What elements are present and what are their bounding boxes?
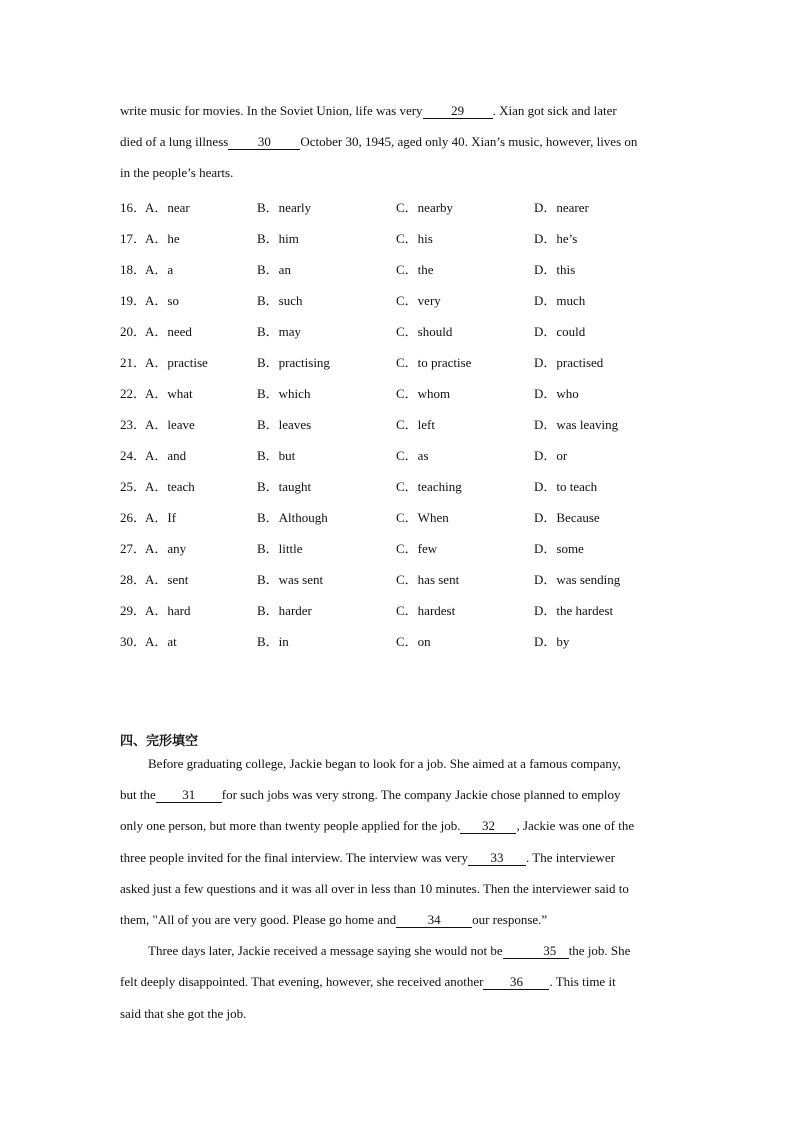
option-a: A．any bbox=[145, 541, 187, 556]
option-d: D．by bbox=[534, 634, 570, 649]
question-row bbox=[120, 220, 680, 251]
question-row bbox=[120, 189, 680, 220]
option-a: A．so bbox=[145, 293, 179, 308]
option-d: D．was sending bbox=[534, 572, 621, 587]
option-d: D．nearer bbox=[534, 200, 589, 215]
passage-text: felt deeply disappointed. That evening, however, she received another bbox=[120, 974, 484, 990]
option-c: C．has sent bbox=[396, 572, 460, 587]
passage-text: Three days later, Jackie received a message saying she would not be bbox=[148, 943, 503, 959]
option-c: C．few bbox=[396, 541, 438, 556]
option-a: A．he bbox=[145, 231, 180, 246]
passage-text: . This time it bbox=[549, 974, 616, 990]
passage-text: asked just a few questions and it was all over in less than 10 minutes. Then the interviewer said to bbox=[120, 880, 629, 896]
passage-text: died of a lung illness bbox=[120, 134, 229, 150]
passage-text: in the people’s hearts. bbox=[120, 165, 234, 181]
option-b: B．but bbox=[257, 448, 296, 463]
passage-text: for such jobs was very strong. The company Jackie chose planned to employ bbox=[221, 787, 621, 803]
question-row bbox=[120, 623, 680, 654]
option-d: D．some bbox=[534, 541, 584, 556]
option-c: C．on bbox=[396, 634, 431, 649]
blank-33: 33 bbox=[468, 851, 526, 866]
option-a: A．practise bbox=[145, 355, 208, 370]
option-a: A．need bbox=[145, 324, 192, 339]
question-row bbox=[120, 530, 680, 561]
question-number: 25． bbox=[120, 479, 147, 494]
passage-line bbox=[120, 873, 672, 904]
option-d: D．who bbox=[534, 386, 579, 401]
option-c: C．very bbox=[396, 293, 441, 308]
question-row bbox=[120, 561, 680, 592]
question-number: 20． bbox=[120, 324, 147, 339]
question-row bbox=[120, 251, 680, 282]
passage-line bbox=[120, 966, 672, 997]
question-number: 30． bbox=[120, 634, 147, 649]
option-b: B．was sent bbox=[257, 572, 324, 587]
question-number: 22． bbox=[120, 386, 147, 401]
question-number: 19． bbox=[120, 293, 147, 308]
cloze-passage bbox=[120, 748, 672, 1029]
question-row bbox=[120, 499, 680, 530]
option-c: C．as bbox=[396, 448, 429, 463]
option-b: B．an bbox=[257, 262, 291, 277]
passage-text: Before graduating college, Jackie began to look for a job. She aimed at a famous company, bbox=[148, 756, 621, 771]
option-c: C．teaching bbox=[396, 479, 462, 494]
option-c: C．left bbox=[396, 417, 435, 432]
option-d: D．was leaving bbox=[534, 417, 619, 432]
option-b: B．harder bbox=[257, 603, 312, 618]
question-row bbox=[120, 313, 680, 344]
blank-32: 32 bbox=[460, 819, 516, 834]
passage-line bbox=[120, 126, 672, 157]
option-b: B．nearly bbox=[257, 200, 312, 215]
passage-line bbox=[120, 748, 672, 779]
passage-text: our response.” bbox=[472, 911, 548, 927]
question-number: 17． bbox=[120, 231, 147, 246]
option-c: C．hardest bbox=[396, 603, 456, 618]
option-d: D．Because bbox=[534, 510, 600, 525]
option-a: A．near bbox=[145, 200, 190, 215]
passage-text: them, "All of you are very good. Please go home and bbox=[120, 911, 397, 927]
question-options-list bbox=[120, 189, 680, 654]
option-b: B．practising bbox=[257, 355, 330, 370]
question-row bbox=[120, 344, 680, 375]
option-b: B．in bbox=[257, 634, 289, 649]
question-number: 18． bbox=[120, 262, 147, 277]
option-a: A．sent bbox=[145, 572, 189, 587]
option-b: B．such bbox=[257, 293, 303, 308]
section-heading: 四、完形填空 bbox=[120, 734, 199, 749]
blank-34: 34 bbox=[396, 913, 472, 928]
option-a: A．leave bbox=[145, 417, 195, 432]
option-a: A．hard bbox=[145, 603, 191, 618]
question-number: 24． bbox=[120, 448, 147, 463]
question-row bbox=[120, 406, 680, 437]
passage-line bbox=[120, 95, 672, 126]
passage-line bbox=[120, 998, 672, 1029]
option-a: A．at bbox=[145, 634, 177, 649]
option-c: C．to practise bbox=[396, 355, 472, 370]
question-number: 26． bbox=[120, 510, 147, 525]
option-c: C．whom bbox=[396, 386, 451, 401]
passage-line bbox=[120, 810, 672, 841]
passage-text: three people invited for the final interview. The interview was very bbox=[120, 849, 468, 865]
passage-text: only one person, but more than twenty people applied for the job. bbox=[120, 818, 461, 834]
passage-line bbox=[120, 935, 672, 966]
option-b: B．him bbox=[257, 231, 299, 246]
question-number: 21． bbox=[120, 355, 147, 370]
passage-line bbox=[120, 157, 672, 188]
blank-36: 36 bbox=[483, 975, 549, 990]
question-number: 23． bbox=[120, 417, 147, 432]
option-a: A．what bbox=[145, 386, 193, 401]
question-number: 29． bbox=[120, 603, 147, 618]
option-c: C．nearby bbox=[396, 200, 454, 215]
passage-text: October 30, 1945, aged only 40. Xian’s music, however, lives on bbox=[300, 134, 638, 150]
option-a: A．and bbox=[145, 448, 187, 463]
question-number: 27． bbox=[120, 541, 147, 556]
question-row bbox=[120, 282, 680, 313]
question-row bbox=[120, 592, 680, 623]
passage-text: write music for movies. In the Soviet Union, life was very bbox=[120, 103, 423, 118]
option-d: D．much bbox=[534, 293, 586, 308]
question-row bbox=[120, 375, 680, 406]
question-number: 28． bbox=[120, 572, 147, 587]
blank-35: 35 bbox=[503, 944, 569, 959]
option-b: B．taught bbox=[257, 479, 312, 494]
option-d: D．or bbox=[534, 448, 568, 463]
passage-text: , Jackie was one of the bbox=[516, 818, 635, 834]
option-b: B．Although bbox=[257, 510, 328, 525]
passage-text: but the bbox=[120, 787, 156, 803]
option-b: B．which bbox=[257, 386, 311, 401]
blank-31: 31 bbox=[156, 788, 222, 803]
blank-30: 30 bbox=[228, 135, 300, 150]
passage-text: . Xian got sick and later bbox=[492, 103, 617, 118]
option-b: B．little bbox=[257, 541, 303, 556]
option-a: A．If bbox=[145, 510, 177, 525]
option-d: D．he’s bbox=[534, 231, 578, 246]
question-number: 16． bbox=[120, 200, 147, 215]
option-d: D．the hardest bbox=[534, 603, 614, 618]
question-row bbox=[120, 437, 680, 468]
option-c: C．should bbox=[396, 324, 453, 339]
passage-line bbox=[120, 779, 672, 810]
passage-text: said that she got the job. bbox=[120, 1005, 247, 1021]
question-row bbox=[120, 468, 680, 499]
option-c: C．When bbox=[396, 510, 449, 525]
passage-line bbox=[120, 842, 672, 873]
option-d: D．could bbox=[534, 324, 586, 339]
passage-line bbox=[120, 904, 672, 935]
option-b: B．leaves bbox=[257, 417, 312, 432]
option-a: A．a bbox=[145, 262, 174, 277]
option-d: D．to teach bbox=[534, 479, 598, 494]
option-b: B．may bbox=[257, 324, 302, 339]
option-c: C．the bbox=[396, 262, 434, 277]
blank-29: 29 bbox=[423, 104, 493, 119]
option-c: C．his bbox=[396, 231, 433, 246]
option-d: D．practised bbox=[534, 355, 604, 370]
passage-continuation bbox=[120, 95, 672, 189]
passage-text: . The interviewer bbox=[526, 849, 615, 865]
option-d: D．this bbox=[534, 262, 576, 277]
passage-text: the job. She bbox=[568, 943, 631, 959]
option-a: A．teach bbox=[145, 479, 195, 494]
